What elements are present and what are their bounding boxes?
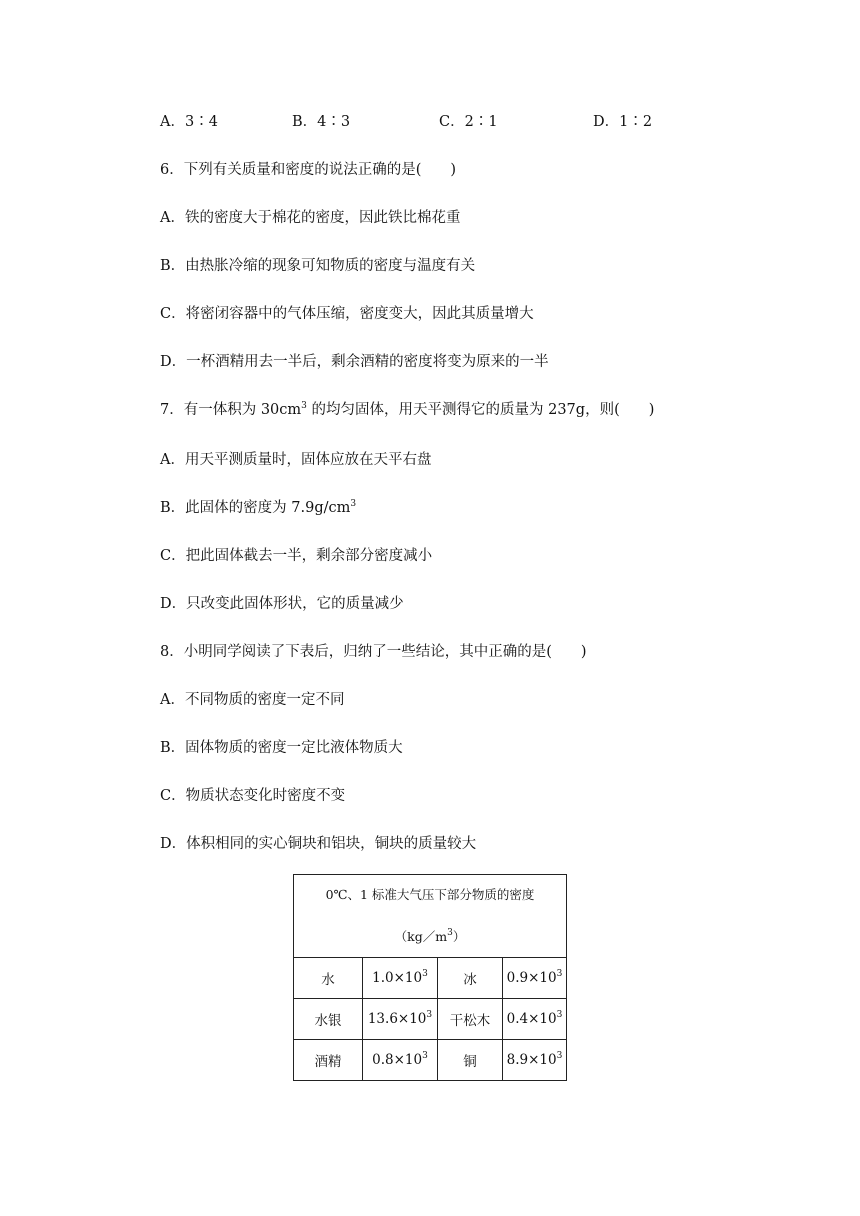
q6-option-a: A．铁的密度大于棉花的密度，因此铁比棉花重 [160,210,461,226]
q6-option-d: D．一杯酒精用去一半后，剩余酒精的密度将变为原来的一半 [160,354,549,370]
q8-option-b: B．固体物质的密度一定比液体物质大 [160,740,403,756]
q5-option-d: D．1∶2 [593,114,653,130]
density-exponent: 3 [556,1051,563,1061]
q7-option-b [160,498,356,518]
table-row [294,958,567,999]
table-unit-text-2: ） [452,929,466,944]
q7-stem-superscript: 3 [301,401,307,411]
table-row [294,1040,567,1081]
density-value: 0.8×10 [372,1052,423,1068]
table-caption [294,875,567,958]
table-cell-density [503,1040,567,1081]
table-cell-substance: 水银 [294,999,363,1040]
density-value: 13.6×10 [367,1011,427,1027]
q8-option-d: D．体积相同的实心铜块和铝块，铜块的质量较大 [160,836,477,852]
table-cell-substance: 铜 [438,1040,503,1081]
density-exponent: 3 [422,969,428,979]
table-unit-superscript: 3 [447,928,453,938]
density-value: 0.9×10 [506,970,557,986]
table-cell-density [363,999,438,1040]
q8-option-c: C．物质状态变化时密度不变 [160,788,346,804]
q8-stem: 8．小明同学阅读了下表后，归纳了一些结论，其中正确的是( ) [160,644,587,660]
q7-option-c: C．把此固体截去一半，剩余部分密度减小 [160,548,433,564]
q6-option-c: C．将密闭容器中的气体压缩，密度变大，因此其质量增大 [160,306,534,322]
table-cell-substance: 干松木 [438,999,503,1040]
q7-stem [160,400,654,420]
q7-option-d: D．只改变此固体形状，它的质量减少 [160,596,404,612]
q7-option-b-text: B．此固体的密度为 7.9g/cm [160,500,351,516]
density-exponent: 3 [556,969,563,979]
table-cell-substance: 酒精 [294,1040,363,1081]
q7-option-a: A．用天平测质量时，固体应放在天平右盘 [160,452,432,468]
table-unit [294,927,566,947]
q5-option-c: C．2∶1 [439,114,498,130]
density-exponent: 3 [422,1051,428,1061]
table-cell-density [503,999,567,1040]
density-exponent: 3 [556,1010,563,1020]
table-caption-row [294,875,567,958]
table-cell-substance: 水 [294,958,363,999]
density-table [293,874,567,1081]
density-value: 8.9×10 [506,1052,557,1068]
q7-option-b-superscript: 3 [350,499,357,509]
density-value: 0.4×10 [506,1011,557,1027]
density-exponent: 3 [426,1010,433,1020]
q6-option-b: B．由热胀冷缩的现象可知物质的密度与温度有关 [160,258,476,274]
table-cell-density [363,1040,438,1081]
q5-option-b: B．4∶3 [292,114,351,130]
q7-stem-text-2: 的均匀固体，用天平测得它的质量为 237g，则( ) [306,402,655,418]
q5-option-a: A．3∶4 [160,114,218,130]
q6-stem: 6．下列有关质量和密度的说法正确的是( ) [160,162,457,178]
table-row [294,999,567,1040]
table-unit-text-1: （kg／m [394,929,448,944]
table-cell-substance: 冰 [438,958,503,999]
density-value: 1.0×10 [372,970,423,986]
q7-stem-text-1: 7．有一体积为 30cm [160,402,302,418]
table-title: 0℃、1 标准大气压下部分物质的密度 [325,887,535,902]
table-cell-density [363,958,438,999]
table-cell-density [503,958,567,999]
q8-option-a: A．不同物质的密度一定不同 [160,692,345,708]
